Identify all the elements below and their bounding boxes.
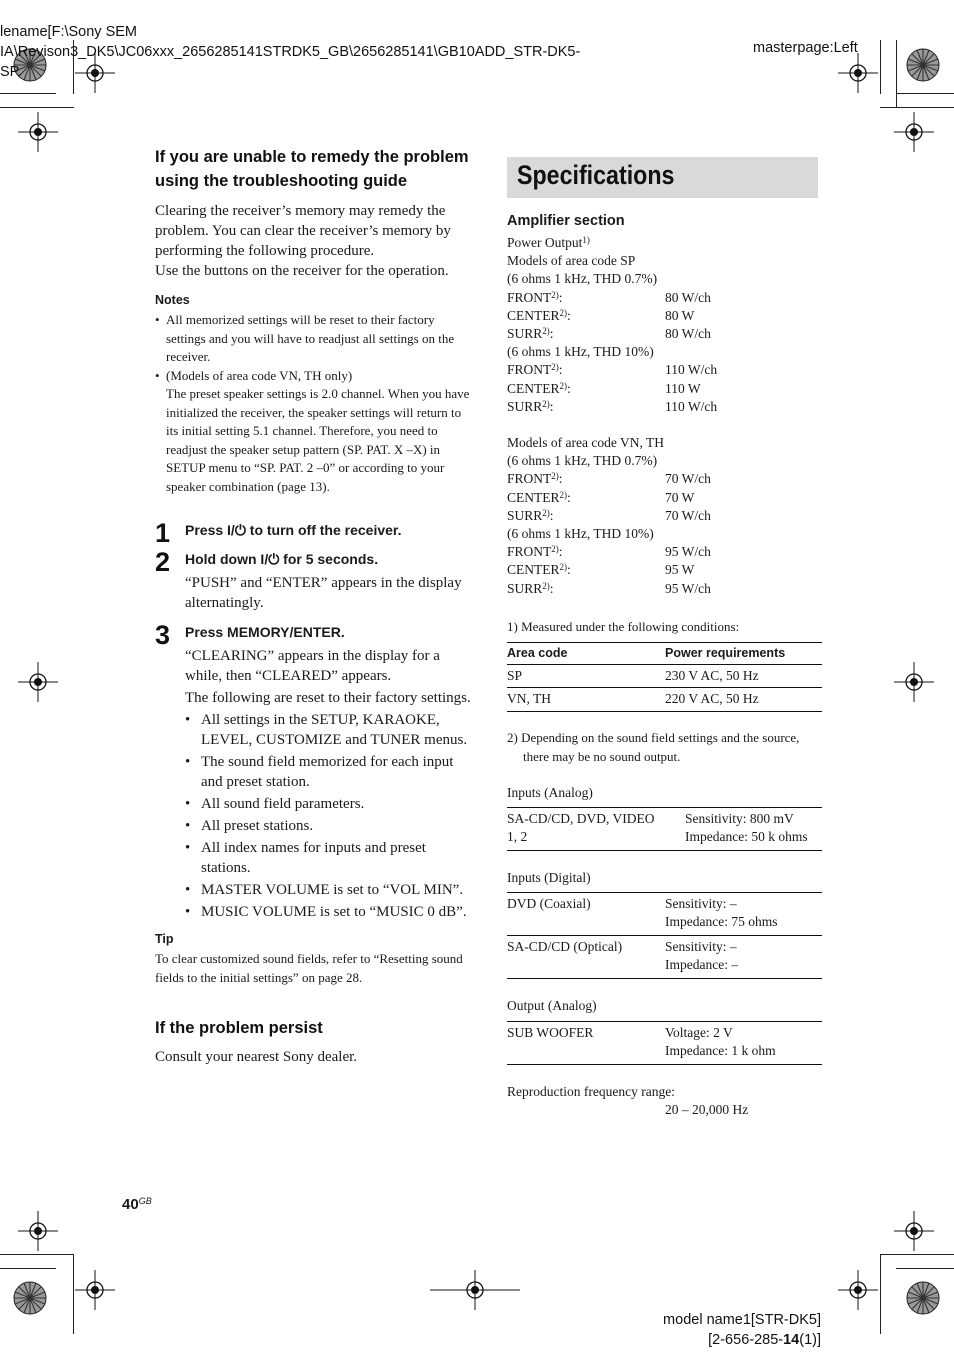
page-number [122, 1196, 152, 1213]
table-header-cell: Power requirements [665, 645, 786, 660]
impedance-value: Impedance: – [665, 957, 739, 973]
bullet-icon: • [185, 754, 191, 770]
spec-value: 80 W/ch [665, 325, 711, 341]
sensitivity-value: Sensitivity: 800 mV [685, 811, 794, 827]
footnote-ref: 1) [582, 235, 590, 245]
models-label: Models of area code SP [507, 253, 636, 269]
note-detail: The preset speaker settings is 2.0 channel. When you have initialized the receiver, the speaker settings will return to its initial setting 5.1 channel. Therefore, you need to readjust the speaker setup pattern (SP. PAT. X –X) in SETUP menu to “SP. PAT. 2 –0” or according to your speaker combination (page 13). [166, 386, 470, 494]
note-text: All memorized settings will be reset to their factory settings and you will have to readjust all settings on the receiver. [166, 312, 455, 364]
list-item-text: All settings in the SETUP, KARAOKE, LEVEL, CUSTOMIZE and TUNER menus. [201, 712, 468, 748]
starburst-target-icon [13, 1281, 47, 1315]
table-cell: DVD (Coaxial) [507, 896, 591, 912]
reset-list [185, 710, 471, 922]
spec-row [507, 398, 822, 416]
condition-label: (6 ohms 1 kHz, THD 0.7%) [507, 271, 658, 287]
step-number: 3 [155, 620, 171, 650]
colon: : [558, 289, 563, 305]
colon: : [567, 489, 571, 505]
colon: : [558, 362, 563, 378]
step-heading: Press MEMORY/ENTER. [185, 624, 345, 640]
colon: : [558, 544, 563, 560]
list-item [185, 794, 471, 814]
list-item [185, 752, 471, 792]
tip-title: Tip [155, 932, 174, 946]
model-line: model name1[STR-DK5] [663, 1312, 821, 1328]
colon: : [558, 471, 563, 487]
spec-row [507, 289, 822, 307]
intro-paragraph-2: Use the buttons on the receiver for the operation. [155, 263, 449, 279]
spec-row [507, 580, 822, 598]
spec-label: FRONT [507, 362, 552, 378]
voltage-value: Voltage: 2 V [665, 1024, 733, 1040]
bullet-icon: • [185, 904, 191, 920]
registration-mark-icon [18, 1211, 58, 1251]
colon: : [567, 562, 571, 578]
step-body: “CLEARING” appears in the display for a while, then “CLEARED” appears. [185, 648, 440, 684]
registration-mark-icon [430, 1270, 520, 1310]
bullet-icon: • [185, 818, 191, 834]
list-item [185, 710, 471, 750]
table-cell [665, 893, 822, 936]
spacer [507, 416, 822, 434]
intro-paragraph: Clearing the receiver’s memory may remedy the problem. You can clear the receiver’s memory by performing the following procedure. [155, 203, 451, 259]
condition-label: (6 ohms 1 kHz, THD 0.7%) [507, 453, 658, 469]
power-output-text: Power Output [507, 235, 583, 250]
bullet-icon: • [185, 712, 191, 728]
step-1 [155, 518, 471, 548]
footnote-ref: 2) [542, 398, 550, 409]
registration-mark-icon [838, 53, 878, 93]
spec-label: SURR [507, 398, 543, 414]
note-text: (Models of area code VN, TH only) [166, 367, 353, 383]
frequency-range-value: 20 – 20,000 Hz [665, 1101, 749, 1117]
list-item-text: All sound field parameters. [201, 796, 365, 812]
models-label: Models of area code VN, TH [507, 435, 664, 451]
left-column [155, 146, 471, 1067]
table-cell [665, 1021, 822, 1064]
page-title: Specifications [517, 160, 675, 190]
footnote-ref: 2) [559, 562, 567, 573]
area-code-table [507, 642, 822, 712]
model-code-part: (1)] [799, 1332, 821, 1348]
inputs-analog-title: Inputs (Analog) [507, 784, 593, 800]
registration-mark-icon [18, 662, 58, 702]
frequency-range-label: Reproduction frequency range: [507, 1083, 675, 1099]
step-heading: Hold down I/⏻ for 5 seconds. [185, 551, 379, 567]
spec-row [507, 507, 822, 525]
step-heading: Press I/⏻ to turn off the receiver. [185, 522, 402, 538]
footnote-ref: 2) [542, 507, 550, 518]
spec-label: CENTER [507, 489, 560, 505]
frequency-range-row [507, 1101, 822, 1119]
table-cell: 220 V AC, 50 Hz [665, 690, 759, 706]
spec-row [507, 470, 822, 488]
spec-value: 70 W/ch [665, 507, 711, 523]
table-cell: SP [507, 667, 523, 683]
spec-row [507, 325, 822, 343]
list-item [185, 816, 471, 836]
footnote-1: 1) Measured under the following conditions: [507, 618, 740, 634]
colon: : [549, 325, 554, 341]
spec-value: 95 W/ch [665, 544, 711, 560]
spec-value: 70 W/ch [665, 471, 711, 487]
spec-row [507, 543, 822, 561]
colon: : [567, 307, 571, 323]
spec-value: 70 W [665, 489, 695, 505]
footnote-ref: 2) [551, 289, 559, 300]
condition-label: (6 ohms 1 kHz, THD 10%) [507, 526, 654, 541]
bullet-icon: • [155, 312, 160, 327]
spec-label: CENTER [507, 562, 560, 578]
spec-value: 110 W [665, 380, 701, 396]
registration-mark-icon [18, 112, 58, 152]
condition-label: (6 ohms 1 kHz, THD 10%) [507, 344, 654, 360]
list-item [185, 902, 471, 922]
spec-label: CENTER [507, 380, 560, 396]
footnote-2: 2) Depending on the sound field settings and the source, there may be no sound output. [507, 729, 800, 764]
page-suffix: GB [138, 1196, 152, 1206]
note-item [155, 367, 471, 497]
footnote-ref: 2) [559, 489, 567, 500]
model-meta [663, 1310, 821, 1350]
registration-mark-icon [894, 662, 934, 702]
table-cell [685, 808, 822, 851]
registration-mark-icon [838, 1270, 878, 1310]
spec-row [507, 561, 822, 579]
output-analog-table [507, 1021, 822, 1065]
table-cell: 230 V AC, 50 Hz [665, 667, 759, 683]
persist-heading: If the problem persist [155, 1019, 323, 1037]
spec-label: CENTER [507, 307, 560, 323]
colon: : [549, 398, 554, 414]
bullet-icon: • [185, 882, 191, 898]
footnote-ref: 2) [542, 580, 550, 591]
bullet-icon: • [185, 840, 191, 856]
spec-value: 95 W [665, 562, 695, 578]
spec-row [507, 380, 822, 398]
spec-row [507, 361, 822, 379]
spec-rows [507, 543, 822, 598]
table-cell: SA-CD/CD, DVD, VIDEO 1, 2 [507, 811, 655, 845]
consult-text: Consult your nearest Sony dealer. [155, 1048, 358, 1065]
list-item-text: The sound field memorized for each input and preset station. [201, 754, 454, 790]
spec-label: SURR [507, 325, 543, 341]
footnote-ref: 2) [559, 380, 567, 391]
spec-row [507, 489, 822, 507]
specifications-banner [507, 157, 818, 198]
inputs-analog-table [507, 807, 822, 851]
sensitivity-value: Sensitivity: – [665, 939, 737, 955]
sensitivity-value: Sensitivity: – [665, 896, 737, 912]
list-item-text: All index names for inputs and preset stations. [201, 840, 426, 876]
spec-label: SURR [507, 580, 543, 596]
colon: : [567, 380, 571, 396]
step-2 [155, 549, 471, 613]
note-item [155, 311, 471, 367]
footnote-ref: 2) [551, 471, 559, 482]
footnote-ref: 2) [542, 325, 550, 336]
footnote-ref: 2) [551, 362, 559, 373]
filename-meta [0, 22, 640, 82]
power-output-label [507, 234, 822, 252]
filename-line: SP. [0, 64, 22, 80]
inputs-digital-title: Inputs (Digital) [507, 870, 591, 886]
step-body: “PUSH” and “ENTER” appears in the display alternatingly. [185, 575, 462, 611]
spec-value: 80 W/ch [665, 289, 711, 305]
amplifier-section-title: Amplifier section [507, 213, 625, 229]
impedance-value: Impedance: 1 k ohm [665, 1042, 776, 1058]
table-cell [665, 936, 822, 979]
table-row [507, 687, 822, 711]
table-header-cell: Area code [507, 645, 568, 660]
tip-text: To clear customized sound fields, refer to “Resetting sound fields to the initial settings” on page 28. [155, 951, 463, 985]
table-row [507, 893, 822, 936]
registration-mark-icon [894, 1211, 934, 1251]
model-line [663, 1330, 821, 1350]
starburst-target-icon [906, 1281, 940, 1315]
step-3 [155, 622, 471, 922]
table-row [507, 1021, 822, 1064]
list-item-text: MUSIC VOLUME is set to “MUSIC 0 dB”. [201, 904, 467, 920]
table-cell: SA-CD/CD (Optical) [507, 939, 623, 955]
bullet-icon: • [155, 367, 160, 383]
spec-label: SURR [507, 507, 543, 523]
spec-value: 110 W/ch [665, 362, 718, 378]
page-number-text: 40 [122, 1196, 139, 1213]
step-body: The following are reset to their factory settings. [185, 690, 471, 706]
inputs-digital-table [507, 892, 822, 979]
step-number: 1 [155, 518, 171, 548]
masterpage-meta: masterpage:Left [753, 40, 858, 56]
spec-value: 110 W/ch [665, 398, 718, 414]
registration-mark-icon [75, 1270, 115, 1310]
footnote-ref: 2) [559, 307, 567, 318]
registration-mark-icon [894, 112, 934, 152]
spec-row [507, 307, 822, 325]
list-item [185, 838, 471, 878]
filename-line: lename[F:\Sony SEM [0, 24, 137, 40]
table-cell: VN, TH [507, 690, 552, 706]
spec-rows [507, 289, 822, 344]
footnote-ref: 2) [551, 544, 559, 555]
impedance-value: Impedance: 50 k ohms [685, 829, 808, 845]
table-row [507, 808, 822, 851]
list-item-text: All preset stations. [201, 818, 314, 834]
right-column [507, 211, 822, 1119]
spec-label: FRONT [507, 289, 552, 305]
output-analog-title: Output (Analog) [507, 998, 597, 1014]
step-number: 2 [155, 547, 171, 577]
starburst-target-icon [906, 48, 940, 82]
table-header-row [507, 642, 822, 664]
spec-label: FRONT [507, 471, 552, 487]
spec-value: 80 W [665, 307, 695, 323]
filename-line: IA\Revison3_DK5\JC06xxx_2656285141STRDK5_GB\2656285141\GB10ADD_STR-DK5- [0, 44, 581, 60]
table-row [507, 936, 822, 979]
list-item [185, 880, 471, 900]
table-row [507, 664, 822, 687]
table-cell: SUB WOOFER [507, 1024, 594, 1040]
spec-label: FRONT [507, 544, 552, 560]
impedance-value: Impedance: 75 ohms [665, 914, 778, 930]
bullet-icon: • [185, 796, 191, 812]
colon: : [549, 507, 554, 523]
colon: : [549, 580, 554, 596]
notes-title: Notes [155, 293, 190, 307]
spec-rows [507, 470, 822, 525]
remedy-heading: If you are unable to remedy the problem using the troubleshooting guide [155, 148, 469, 190]
model-code-bold: 14 [783, 1332, 800, 1348]
spec-rows [507, 361, 822, 416]
spec-value: 95 W/ch [665, 580, 711, 596]
model-code-part: [2-656-285- [708, 1332, 784, 1348]
list-item-text: MASTER VOLUME is set to “VOL MIN”. [201, 882, 464, 898]
